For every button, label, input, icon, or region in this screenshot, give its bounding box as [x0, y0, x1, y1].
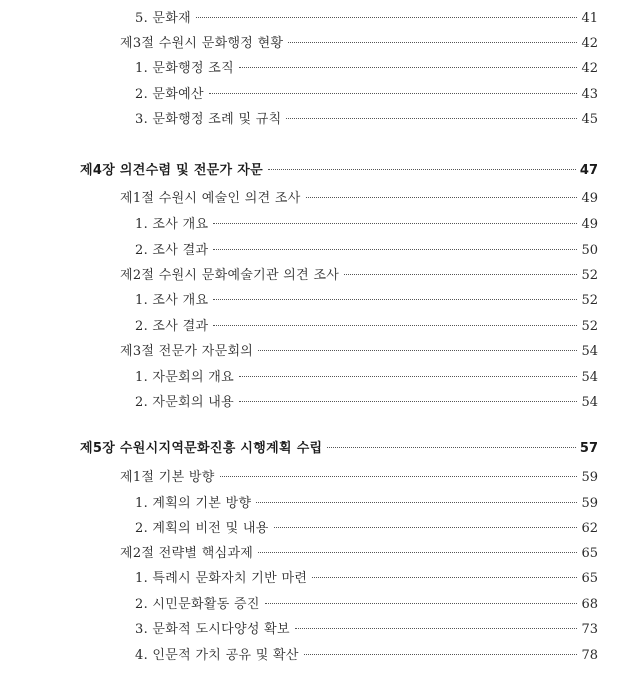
dot-leader — [288, 42, 577, 43]
dot-leader — [213, 249, 577, 250]
toc-section — [120, 33, 598, 55]
toc-item-label: 2. 시민문화활동 증진 — [135, 597, 260, 612]
toc-page-number: 62 — [581, 521, 598, 536]
toc-item-label: 1. 계획의 기본 방향 — [135, 496, 252, 511]
dot-leader — [196, 17, 577, 18]
dot-leader — [274, 527, 578, 528]
toc-section-label: 제1절 수원시 예술인 의견 조사 — [120, 191, 301, 206]
toc-page-number: 45 — [581, 112, 598, 127]
toc-section-label: 제3절 수원시 문화행정 현황 — [120, 36, 284, 51]
toc-item-label: 2. 조사 결과 — [135, 319, 209, 334]
toc-page-number: 54 — [581, 344, 598, 359]
toc-item-label: 4. 인문적 가치 공유 및 확산 — [135, 648, 299, 663]
toc-page-number: 59 — [581, 496, 598, 511]
dot-leader — [258, 552, 577, 553]
toc-item — [135, 568, 598, 590]
toc-page-number: 49 — [581, 191, 598, 206]
toc-item — [135, 493, 598, 515]
toc-item-label: 1. 자문회의 개요 — [135, 370, 235, 385]
toc-page-number: 54 — [581, 395, 598, 410]
toc-item-label: 1. 특례시 문화자치 기반 마련 — [135, 571, 308, 586]
toc-item-label: 1. 조사 개요 — [135, 293, 209, 308]
toc-item-label: 3. 문화행정 조례 및 규칙 — [135, 112, 282, 127]
dot-leader — [306, 197, 578, 198]
toc-section — [120, 341, 598, 363]
toc-item-label: 2. 조사 결과 — [135, 243, 209, 258]
toc-item — [135, 84, 598, 106]
toc-section — [120, 265, 598, 287]
toc-page-number: 52 — [581, 319, 598, 334]
toc-item — [135, 518, 598, 540]
toc-page-number: 59 — [581, 470, 598, 485]
toc-chapter-label: 제4장 의견수렴 및 전문가 자문 — [80, 163, 263, 178]
toc-page-number: 43 — [581, 87, 598, 102]
dot-leader — [213, 299, 577, 300]
toc-item-label: 5. 문화재 — [135, 11, 192, 26]
toc-item — [135, 8, 598, 30]
dot-leader — [256, 502, 577, 503]
dot-leader — [265, 603, 578, 604]
toc-page-number: 73 — [581, 622, 598, 637]
toc-chapter-label: 제5장 수원시지역문화진흥 시행계획 수립 — [80, 441, 323, 456]
toc-page-number: 52 — [581, 268, 598, 283]
dot-leader — [268, 169, 576, 170]
toc-item-label: 1. 문화행정 조직 — [135, 61, 235, 76]
dot-leader — [239, 67, 577, 68]
toc-item-label: 2. 자문회의 내용 — [135, 395, 235, 410]
toc-page-number: 65 — [581, 546, 598, 561]
toc-item-label: 2. 문화예산 — [135, 87, 204, 102]
toc-item-label: 1. 조사 개요 — [135, 217, 209, 232]
dot-leader — [312, 577, 577, 578]
toc-page-number: 42 — [581, 61, 598, 76]
dot-leader — [213, 325, 577, 326]
toc-item-label: 2. 계획의 비전 및 내용 — [135, 521, 269, 536]
dot-leader — [344, 274, 577, 275]
dot-leader — [295, 628, 578, 629]
dot-leader — [258, 350, 577, 351]
toc-chapter — [80, 438, 598, 460]
toc-item — [135, 214, 598, 236]
toc-page-number: 49 — [581, 217, 598, 232]
toc-item — [135, 290, 598, 312]
toc-section-label: 제2절 수원시 문화예술기관 의견 조사 — [120, 268, 340, 283]
dot-leader — [220, 476, 578, 477]
toc-section-label: 제2절 전략별 핵심과제 — [120, 546, 254, 561]
dot-leader — [209, 93, 578, 94]
toc-page-number: 68 — [581, 597, 598, 612]
toc-item — [135, 594, 598, 616]
toc-item — [135, 645, 598, 667]
toc-page-number: 65 — [581, 571, 598, 586]
toc-page-number: 52 — [581, 293, 598, 308]
toc-page-number: 57 — [579, 441, 598, 456]
toc-section — [120, 188, 598, 210]
toc-item — [135, 240, 598, 262]
toc-item — [135, 316, 598, 338]
toc-section — [120, 467, 598, 489]
dot-leader — [304, 654, 578, 655]
dot-leader — [327, 447, 575, 448]
dot-leader — [286, 118, 577, 119]
dot-leader — [239, 401, 577, 402]
toc-item — [135, 58, 598, 80]
toc-section — [120, 543, 598, 565]
toc-page-number: 47 — [579, 163, 598, 178]
toc-item — [135, 619, 598, 641]
dot-leader — [239, 376, 577, 377]
toc-section-label: 제1절 기본 방향 — [120, 470, 215, 485]
toc-page-number: 50 — [581, 243, 598, 258]
toc-chapter — [80, 160, 598, 182]
toc-section-label: 제3절 전문가 자문회의 — [120, 344, 254, 359]
toc-item — [135, 109, 598, 131]
toc-page-number: 78 — [581, 648, 598, 663]
toc-item-label: 3. 문화적 도시다양성 확보 — [135, 622, 290, 637]
toc-page-number: 54 — [581, 370, 598, 385]
dot-leader — [213, 223, 577, 224]
toc-item — [135, 392, 598, 414]
toc-page-number: 41 — [581, 11, 598, 26]
toc-item — [135, 367, 598, 389]
toc-page-number: 42 — [581, 36, 598, 51]
